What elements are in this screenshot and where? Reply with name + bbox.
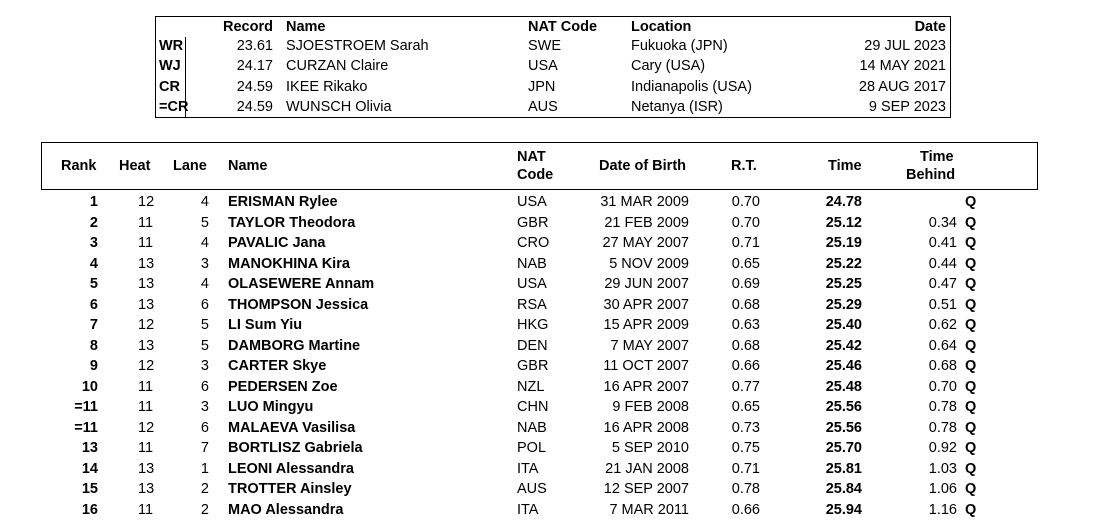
reaction-time-cell: 0.77: [731, 378, 760, 395]
dob-cell: 21 JAN 2008: [605, 460, 689, 477]
header-heat: Heat: [119, 158, 151, 174]
nat-cell: GBR: [517, 214, 549, 231]
record-code: WR: [159, 38, 184, 54]
header-dob: Date of Birth: [599, 158, 686, 174]
nat-cell: GBR: [517, 358, 549, 374]
nat-cell: ITA: [517, 460, 539, 477]
time-behind-cell: 0.78: [928, 419, 957, 436]
record-row: [156, 58, 950, 78]
qualified-mark: Q: [965, 296, 977, 313]
name-cell: MAO Alessandra: [228, 501, 344, 518]
qualified-mark: Q: [965, 501, 977, 518]
dob-cell: 5 SEP 2010: [611, 440, 689, 456]
time-behind-cell: 0.64: [928, 337, 957, 354]
header-behind-line2: Behind: [906, 167, 956, 183]
result-row: [0, 235, 1106, 255]
time-cell: 25.48: [825, 378, 862, 395]
time-behind-cell: 0.34: [928, 214, 957, 231]
lane-cell: 6: [200, 378, 209, 395]
time-behind-cell: 1.16: [928, 501, 957, 518]
rank-cell: 8: [89, 337, 98, 354]
rank-cell: 13: [81, 440, 98, 456]
name-cell: MANOKHINA Kira: [228, 255, 350, 272]
rank-cell: 6: [89, 296, 98, 313]
heat-cell: 11: [138, 501, 154, 518]
nat-cell: AUS: [517, 481, 547, 497]
header-rank: Rank: [61, 158, 97, 174]
reaction-time-cell: 0.66: [731, 501, 760, 518]
lane-cell: 7: [200, 440, 209, 456]
heat-cell: 13: [138, 460, 155, 477]
result-row: [0, 420, 1106, 440]
heat-cell: 12: [138, 419, 155, 436]
time-cell: 25.25: [825, 276, 862, 292]
record-code: WJ: [159, 58, 181, 75]
qualified-mark: Q: [965, 440, 977, 456]
nat-cell: POL: [517, 440, 547, 456]
record-location: Netanya (ISR): [631, 98, 723, 115]
header-rt: R.T.: [731, 158, 757, 174]
reaction-time-cell: 0.70: [731, 214, 760, 231]
time-behind-cell: 0.70: [928, 378, 957, 395]
header-nat-line2: Code: [517, 167, 554, 183]
nat-cell: USA: [517, 276, 547, 292]
header-behind-line1: Time: [920, 149, 954, 165]
reaction-time-cell: 0.70: [731, 194, 760, 210]
reaction-time-cell: 0.65: [731, 255, 760, 272]
reaction-time-cell: 0.65: [731, 399, 760, 415]
dob-cell: 31 MAR 2009: [600, 194, 689, 210]
name-cell: CARTER Skye: [228, 358, 327, 374]
record-name: IKEE Rikako: [286, 78, 368, 95]
rank-cell: 4: [89, 255, 98, 272]
time-behind-cell: 0.78: [928, 399, 957, 415]
dob-cell: 29 JUN 2007: [604, 276, 689, 292]
record-time: 24.59: [236, 78, 273, 95]
time-behind-cell: 0.62: [928, 317, 957, 333]
result-row: [0, 461, 1106, 481]
lane-cell: 4: [200, 194, 209, 210]
time-cell: 25.56: [825, 399, 862, 415]
rank-cell: 2: [89, 214, 98, 231]
reaction-time-cell: 0.68: [731, 337, 760, 354]
time-cell: 25.56: [825, 419, 862, 436]
reaction-time-cell: 0.78: [731, 481, 760, 497]
rank-cell: 10: [81, 378, 98, 395]
name-cell: ERISMAN Rylee: [228, 194, 338, 210]
result-row: [0, 440, 1106, 460]
heat-cell: 11: [138, 440, 154, 456]
reaction-time-cell: 0.63: [731, 317, 760, 333]
results-header: [41, 142, 1038, 190]
dob-cell: 21 FEB 2009: [604, 214, 689, 231]
time-cell: 25.84: [825, 481, 862, 497]
nat-cell: USA: [517, 194, 547, 210]
rank-cell: 15: [81, 481, 98, 497]
rank-cell: =11: [74, 419, 98, 436]
heat-cell: 12: [138, 358, 155, 374]
heat-cell: 13: [138, 276, 155, 292]
qualified-mark: Q: [965, 399, 977, 415]
result-row: [0, 379, 1106, 399]
records-header-record: Record: [223, 19, 273, 35]
record-row: [156, 38, 950, 58]
lane-cell: 5: [200, 337, 209, 354]
qualified-mark: Q: [965, 378, 977, 395]
record-location: Indianapolis (USA): [631, 78, 752, 95]
record-date: 14 MAY 2021: [859, 58, 946, 75]
lane-cell: 5: [200, 317, 209, 333]
record-row: [156, 79, 950, 99]
time-cell: 25.22: [825, 255, 862, 272]
dob-cell: 30 APR 2007: [603, 296, 689, 313]
result-row: [0, 358, 1106, 378]
dob-cell: 16 APR 2007: [603, 378, 689, 395]
record-name: SJOESTROEM Sarah: [286, 38, 429, 54]
record-name: WUNSCH Olivia: [286, 98, 392, 115]
name-cell: THOMPSON Jessica: [228, 296, 369, 313]
lane-cell: 5: [200, 214, 209, 231]
header-lane: Lane: [173, 158, 207, 174]
nat-cell: DEN: [517, 337, 548, 354]
nat-cell: CHN: [517, 399, 549, 415]
heat-cell: 13: [138, 481, 155, 497]
heat-cell: 12: [138, 317, 155, 333]
nat-cell: NAB: [517, 255, 547, 272]
result-row: [0, 194, 1106, 214]
nat-cell: CRO: [517, 235, 550, 251]
dob-cell: 11 OCT 2007: [603, 358, 689, 374]
time-cell: 25.12: [825, 214, 862, 231]
lane-cell: 1: [200, 460, 209, 477]
dob-cell: 7 MAR 2011: [609, 501, 689, 518]
reaction-time-cell: 0.73: [731, 419, 760, 436]
time-cell: 25.46: [825, 358, 862, 374]
record-date: 29 JUL 2023: [864, 38, 946, 54]
qualified-mark: Q: [965, 214, 977, 231]
heat-cell: 13: [138, 337, 155, 354]
record-code: =CR: [159, 98, 189, 115]
heat-cell: 11: [138, 214, 154, 231]
time-cell: 25.42: [825, 337, 862, 354]
rank-cell: 5: [89, 276, 98, 292]
name-cell: DAMBORG Martine: [228, 337, 361, 354]
name-cell: LUO Mingyu: [228, 399, 314, 415]
rank-cell: =11: [74, 399, 98, 415]
time-behind-cell: 1.06: [928, 481, 957, 497]
name-cell: LI Sum Yiu: [228, 317, 303, 333]
nat-cell: NAB: [517, 419, 547, 436]
result-row: [0, 481, 1106, 501]
heat-cell: 13: [138, 255, 155, 272]
reaction-time-cell: 0.66: [731, 358, 760, 374]
result-row: [0, 256, 1106, 276]
result-row: [0, 297, 1106, 317]
qualified-mark: Q: [965, 358, 977, 374]
heat-cell: 11: [138, 378, 154, 395]
heat-cell: 13: [138, 296, 155, 313]
qualified-mark: Q: [965, 419, 977, 436]
record-time: 23.61: [236, 38, 273, 54]
time-cell: 25.40: [825, 317, 862, 333]
result-row: [0, 399, 1106, 419]
name-cell: OLASEWERE Annam: [228, 276, 375, 292]
time-behind-cell: 0.92: [928, 440, 957, 456]
lane-cell: 3: [200, 358, 209, 374]
time-cell: 25.81: [825, 460, 862, 477]
time-behind-cell: 0.68: [928, 358, 957, 374]
result-row: [0, 338, 1106, 358]
name-cell: MALAEVA Vasilisa: [228, 419, 356, 436]
dob-cell: 15 APR 2009: [603, 317, 689, 333]
record-row: [156, 99, 950, 119]
rank-cell: 3: [89, 235, 98, 251]
record-nat: JPN: [528, 78, 556, 95]
heat-cell: 11: [138, 399, 154, 415]
lane-cell: 6: [200, 419, 209, 436]
records-header-date: Date: [914, 19, 946, 35]
name-cell: PEDERSEN Zoe: [228, 378, 338, 395]
records-table: [155, 16, 951, 118]
reaction-time-cell: 0.69: [731, 276, 760, 292]
result-row: [0, 215, 1106, 235]
record-nat: AUS: [528, 98, 558, 115]
time-cell: 25.29: [825, 296, 862, 313]
nat-cell: RSA: [517, 296, 547, 313]
dob-cell: 5 NOV 2009: [609, 255, 689, 272]
record-name: CURZAN Claire: [286, 58, 389, 75]
dob-cell: 9 FEB 2008: [612, 399, 689, 415]
reaction-time-cell: 0.75: [731, 440, 760, 456]
qualified-mark: Q: [965, 481, 977, 497]
records-header-name: Name: [286, 19, 326, 35]
lane-cell: 3: [200, 399, 209, 415]
nat-cell: ITA: [517, 501, 539, 518]
records-header-nat: NAT Code: [528, 19, 598, 35]
time-cell: 24.78: [825, 194, 862, 210]
rank-cell: 1: [89, 194, 98, 210]
time-cell: 25.70: [825, 440, 862, 456]
qualified-mark: Q: [965, 194, 977, 210]
record-location: Cary (USA): [631, 58, 706, 75]
record-date: 28 AUG 2017: [858, 78, 946, 95]
record-nat: SWE: [528, 38, 562, 54]
heat-cell: 11: [138, 235, 154, 251]
time-behind-cell: 0.41: [928, 235, 957, 251]
reaction-time-cell: 0.71: [731, 460, 760, 477]
lane-cell: 4: [200, 235, 209, 251]
header-nat-line1: NAT: [517, 149, 546, 165]
result-row: [0, 317, 1106, 337]
reaction-time-cell: 0.71: [731, 235, 760, 251]
nat-cell: NZL: [517, 378, 545, 395]
name-cell: TROTTER Ainsley: [228, 481, 352, 497]
lane-cell: 2: [200, 501, 209, 518]
heat-cell: 12: [138, 194, 155, 210]
result-row: [0, 276, 1106, 296]
record-time: 24.17: [236, 58, 273, 75]
lane-cell: 3: [200, 255, 209, 272]
nat-cell: HKG: [517, 317, 549, 333]
name-cell: BORTLISZ Gabriela: [228, 440, 363, 456]
dob-cell: 16 APR 2008: [603, 419, 689, 436]
name-cell: TAYLOR Theodora: [228, 214, 356, 231]
rank-cell: 16: [81, 501, 98, 518]
qualified-mark: Q: [965, 460, 977, 477]
reaction-time-cell: 0.68: [731, 296, 760, 313]
time-cell: 25.94: [825, 501, 862, 518]
name-cell: LEONI Alessandra: [228, 460, 354, 477]
rank-cell: 14: [81, 460, 98, 477]
time-behind-cell: 0.51: [928, 296, 957, 313]
rank-cell: 9: [89, 358, 98, 374]
header-name: Name: [228, 158, 268, 174]
records-header-location: Location: [631, 19, 692, 35]
qualified-mark: Q: [965, 337, 977, 354]
time-cell: 25.19: [825, 235, 862, 251]
record-time: 24.59: [236, 98, 273, 115]
qualified-mark: Q: [965, 276, 977, 292]
qualified-mark: Q: [965, 235, 977, 251]
qualified-mark: Q: [965, 317, 977, 333]
time-behind-cell: 0.47: [928, 276, 957, 292]
lane-cell: 2: [200, 481, 209, 497]
time-behind-cell: 0.44: [928, 255, 957, 272]
dob-cell: 27 MAY 2007: [602, 235, 689, 251]
record-code: CR: [159, 78, 180, 95]
lane-cell: 6: [200, 296, 209, 313]
record-nat: USA: [528, 58, 558, 75]
header-time: Time: [828, 158, 862, 174]
result-row: [0, 502, 1106, 522]
dob-cell: 7 MAY 2007: [610, 337, 689, 354]
lane-cell: 4: [200, 276, 209, 292]
record-date: 9 SEP 2023: [868, 98, 946, 115]
qualified-mark: Q: [965, 255, 977, 272]
record-location: Fukuoka (JPN): [631, 38, 728, 54]
time-behind-cell: 1.03: [928, 460, 957, 477]
dob-cell: 12 SEP 2007: [603, 481, 689, 497]
name-cell: PAVALIC Jana: [228, 235, 326, 251]
rank-cell: 7: [89, 317, 98, 333]
